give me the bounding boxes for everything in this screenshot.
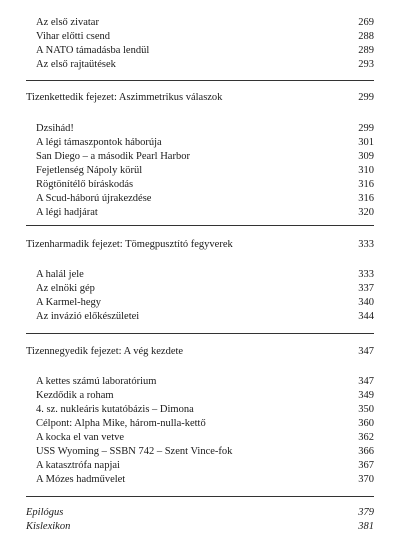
section-divider <box>26 333 374 334</box>
entry-title: A kettes számú laboratórium <box>36 376 157 387</box>
entry-title: Az első rajtaütések <box>36 59 116 70</box>
toc-entry <box>36 310 374 323</box>
page-number: 310 <box>358 165 374 176</box>
toc-entry <box>36 206 374 219</box>
entry-title: USS Wyoming – SSBN 742 – Szent Vince-fok <box>36 446 233 457</box>
toc-entry <box>36 178 374 191</box>
entry-title: A Scud-háború újrakezdése <box>36 193 152 204</box>
section-divider <box>26 225 374 226</box>
chapter-heading <box>26 91 374 104</box>
page-number: 350 <box>358 404 374 415</box>
chapter-heading <box>26 238 374 251</box>
page-number: 367 <box>358 460 374 471</box>
toc-entry <box>36 296 374 309</box>
entry-title: Tizennegyedik fejezet: A vég kezdete <box>26 346 184 357</box>
page-number: 333 <box>358 239 374 250</box>
chapter-heading <box>26 345 374 358</box>
entry-title: Epilógus <box>26 507 64 518</box>
entry-title: Kezdődik a roham <box>36 390 114 401</box>
entry-title: Vihar előtti csend <box>36 31 111 42</box>
entry-title: San Diego – a második Pearl Harbor <box>36 151 190 162</box>
entry-title: A légi hadjárat <box>36 207 98 218</box>
entry-title: Tizenkettedik fejezet: Aszimmetrikus válaszok <box>26 92 223 103</box>
entry-title: Fejetlenség Nápoly körül <box>36 165 143 176</box>
toc-entry <box>36 30 374 43</box>
page-number: 347 <box>358 376 374 387</box>
toc-entry <box>36 389 374 402</box>
page-number: 379 <box>358 507 374 518</box>
page-number: 370 <box>358 474 374 485</box>
entry-title: Rögtönítélő bíráskodás <box>36 179 134 190</box>
entry-title: A légi támaszpontok háborúja <box>36 137 162 148</box>
page-number: 288 <box>358 31 374 42</box>
page-number: 362 <box>358 432 374 443</box>
toc-entry <box>26 520 374 533</box>
toc-entry <box>36 282 374 295</box>
page-number: 340 <box>358 297 374 308</box>
toc-entry <box>36 375 374 388</box>
page-number: 316 <box>358 193 374 204</box>
toc-entry <box>36 136 374 149</box>
page-number: 337 <box>358 283 374 294</box>
page-number: 309 <box>358 151 374 162</box>
page-number: 344 <box>358 311 374 322</box>
toc-entry <box>36 164 374 177</box>
toc-entry <box>36 58 374 71</box>
entry-title: A NATO támadásba lendül <box>36 45 150 56</box>
toc-entry <box>36 459 374 472</box>
entry-title: Célpont: Alpha Mike, három-nulla-kettő <box>36 418 206 429</box>
entry-title: Az első zivatar <box>36 17 99 28</box>
entry-title: Kislexikon <box>26 521 71 532</box>
toc-entry <box>36 16 374 29</box>
entry-title: A Karmel-hegy <box>36 297 102 308</box>
toc-entry <box>36 150 374 163</box>
toc-entry <box>36 417 374 430</box>
page-number: 347 <box>358 346 374 357</box>
section-divider <box>26 496 374 497</box>
page-number: 366 <box>358 446 374 457</box>
entry-title: A Mózes hadművelet <box>36 474 126 485</box>
toc-entry <box>36 473 374 486</box>
entry-title: Tizenharmadik fejezet: Tömegpusztító fegyverek <box>26 239 233 250</box>
entry-title: A kocka el van vetve <box>36 432 125 443</box>
toc-entry <box>36 403 374 416</box>
toc-entry <box>36 445 374 458</box>
toc-entry <box>36 431 374 444</box>
entry-title: 4. sz. nukleáris kutatóbázis – Dimona <box>36 404 194 415</box>
page-number: 320 <box>358 207 374 218</box>
entry-title: Az elnöki gép <box>36 283 95 294</box>
entry-title: Az invázió előkészületei <box>36 311 140 322</box>
section-divider <box>26 80 374 81</box>
page-number: 360 <box>358 418 374 429</box>
page-number: 349 <box>358 390 374 401</box>
page-number: 333 <box>358 269 374 280</box>
entry-title: Dzsihád! <box>36 123 74 134</box>
page-number: 289 <box>358 45 374 56</box>
toc-entry <box>36 44 374 57</box>
toc-entry <box>36 268 374 281</box>
page-number: 316 <box>358 179 374 190</box>
toc-entry <box>26 506 374 519</box>
page-number: 293 <box>358 59 374 70</box>
entry-title: A halál jele <box>36 269 84 280</box>
page-number: 269 <box>358 17 374 28</box>
page-number: 381 <box>358 521 374 532</box>
page-number: 299 <box>358 92 374 103</box>
toc-entry <box>36 192 374 205</box>
page-number: 299 <box>358 123 374 134</box>
toc-entry <box>36 122 374 135</box>
entry-title: A katasztrófa napjai <box>36 460 120 471</box>
page-number: 301 <box>358 137 374 148</box>
